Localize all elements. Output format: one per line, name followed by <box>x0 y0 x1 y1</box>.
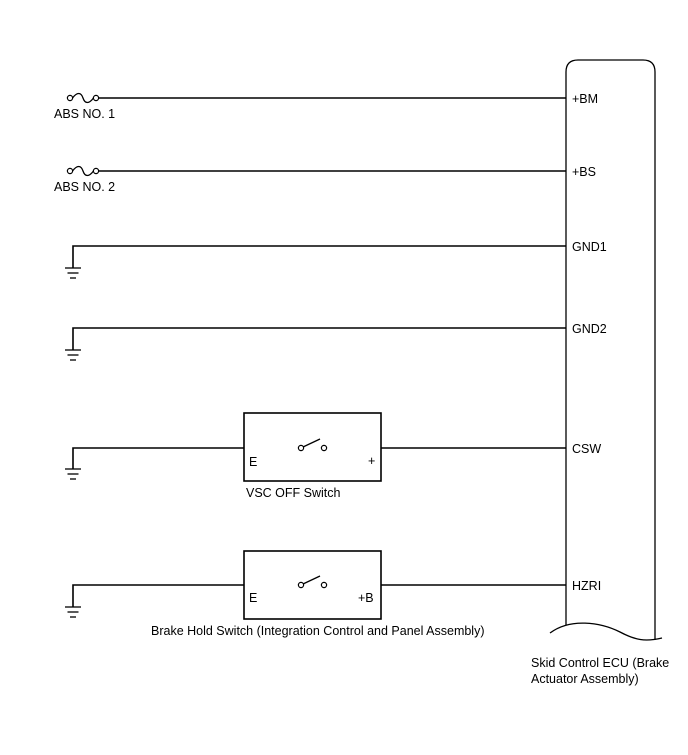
fuse-label-abs-no2: ABS NO. 2 <box>54 180 116 194</box>
pin-csw: CSW <box>572 442 602 456</box>
ecu-block <box>550 60 662 640</box>
pin-gnd1: GND1 <box>572 240 607 254</box>
fuse-abs-no2 <box>67 167 98 176</box>
pin-gnd2: GND2 <box>572 322 607 336</box>
pin-bm: +BM <box>572 92 599 106</box>
brake-hold-terminal-plus-b: +B <box>358 591 374 605</box>
wire-gnd1 <box>73 246 566 268</box>
ecu-label-line2: Actuator Assembly) <box>531 672 639 686</box>
wire-hzri-ground <box>73 585 244 607</box>
brake-hold-switch-label: Brake Hold Switch (Integration Control and Panel Assembly) <box>151 624 485 638</box>
vsc-off-switch-contact <box>298 439 326 451</box>
vsc-off-terminal-plus: + <box>368 454 376 468</box>
vsc-off-switch-box <box>244 413 381 481</box>
ground-symbol-gnd1 <box>65 268 81 278</box>
vsc-off-switch-label: VSC OFF Switch <box>246 486 341 500</box>
fuse-abs-no1 <box>67 94 98 103</box>
fuse-label-abs-no1: ABS NO. 1 <box>54 107 116 121</box>
wire-gnd2 <box>73 328 566 350</box>
ground-symbol-hzri <box>65 607 81 617</box>
ground-symbol-csw <box>65 469 81 479</box>
brake-hold-switch-box <box>244 551 381 619</box>
pin-hzri: HZRI <box>572 579 602 593</box>
ecu-label-line1: Skid Control ECU (Brake <box>531 656 670 670</box>
pin-bs: +BS <box>572 165 596 179</box>
ground-symbol-gnd2 <box>65 350 81 360</box>
brake-hold-terminal-e: E <box>249 591 258 605</box>
brake-hold-switch-contact <box>298 576 326 588</box>
vsc-off-terminal-e: E <box>249 455 258 469</box>
wire-csw-ground <box>73 448 244 469</box>
